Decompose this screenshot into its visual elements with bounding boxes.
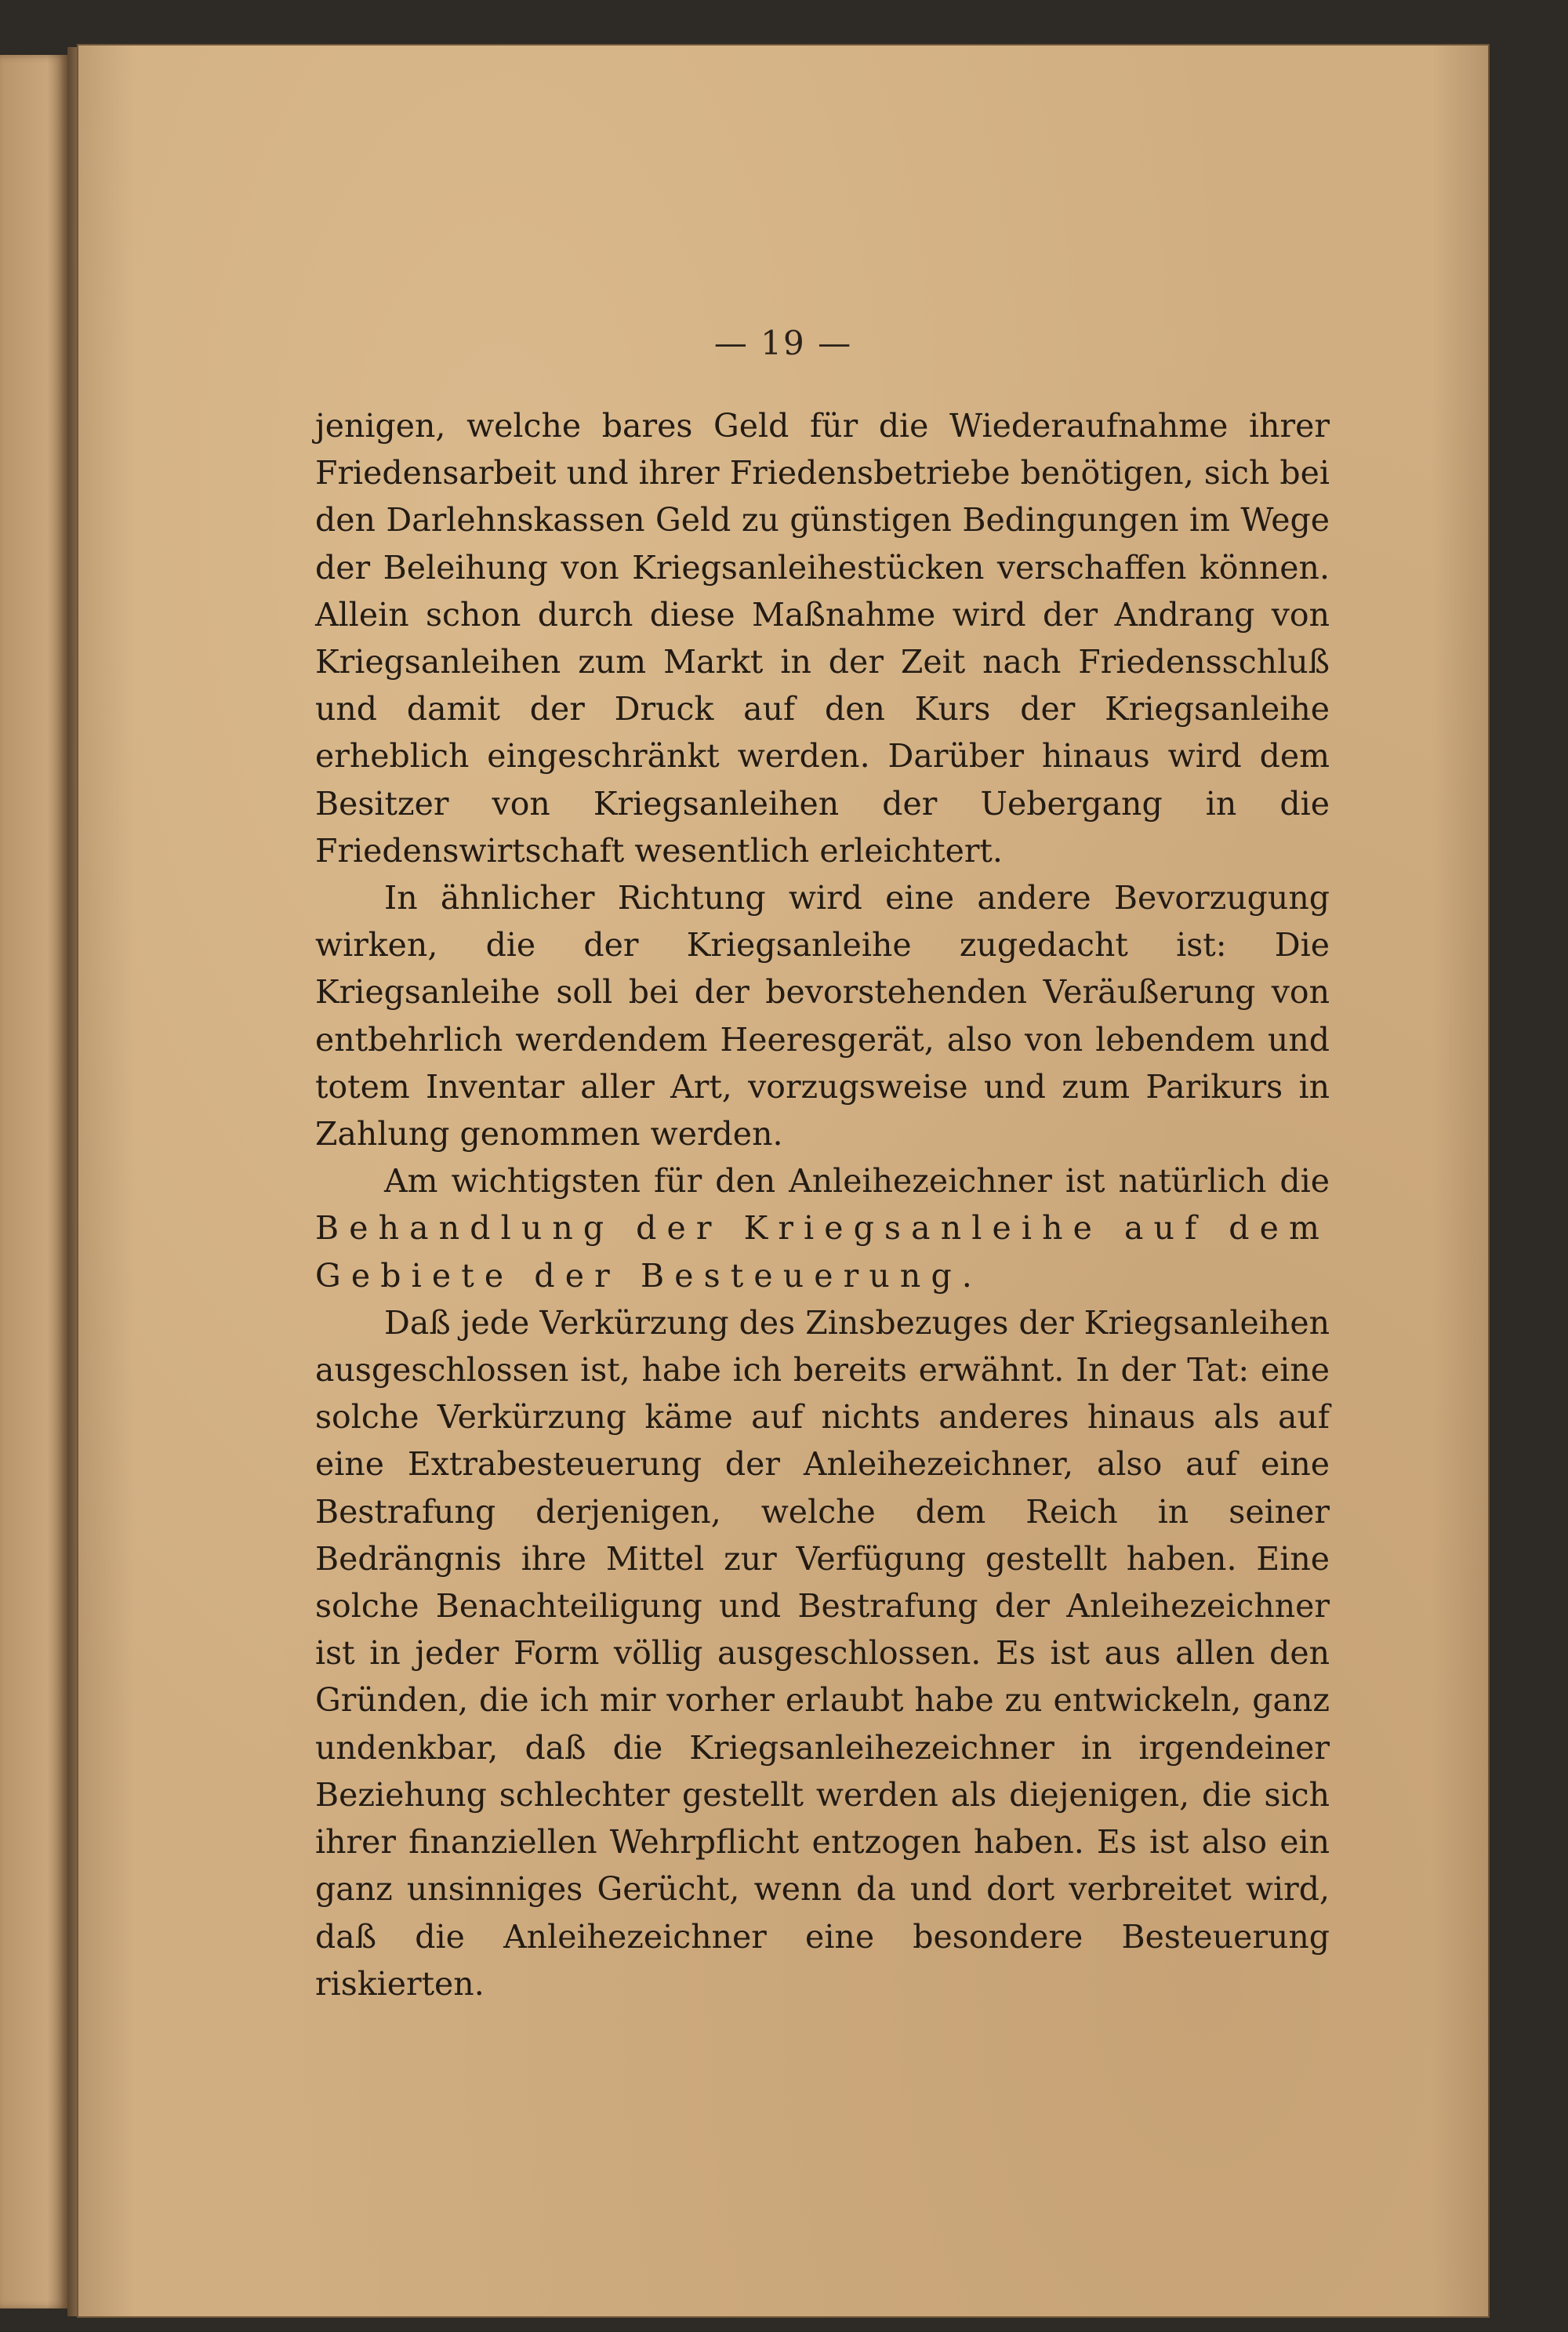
paragraph-2: In ähnlicher Richtung wird eine andere Bevorzugung wirken, die der Kriegsanleihe zugedacht ist: Die Kriegsanleihe soll bei der bevorstehenden Veräußerung von entbehrlich werdendem Heeresgerät, also von lebendem und totem Inventar aller Art, vorzugsweise und zum Parikurs in Zahlung genommen werden. xyxy=(315,879,1330,1153)
previous-page-edge xyxy=(0,55,67,2308)
paragraph-3-emphasis: Behandlung der Kriegsanleihe auf dem Gebiete der Besteuerung. xyxy=(315,1209,1330,1295)
page-number: — 19 — xyxy=(713,324,853,362)
paragraph-3 xyxy=(315,1157,1330,1299)
body-text xyxy=(315,402,1330,2007)
paragraph-3-lead: Am wichtigsten für den Anleihezeichner ist natürlich die xyxy=(384,1162,1330,1201)
paragraph-1: jenigen, welche bares Geld für die Wiederaufnahme ihrer Friedensarbeit und ihrer Friedensbetriebe benötigen, sich bei den Darlehnskassen Geld zu günstigen Bedingungen im Wege der Beleihung von Kriegsanleihestücken verschaffen können. Allein schon durch diese Maßnahme wird der Andrang von Kriegsanleihen zum Markt in der Zeit nach Friedensschluß und damit der Druck auf den Kurs der Kriegsanleihe erheblich eingeschränkt werden. Darüber hinaus wird dem Besitzer von Kriegsanleihen der Uebergang in die Friedenswirtschaft wesentlich erleichtert. xyxy=(315,407,1330,870)
paragraph-4: Daß jede Verkürzung des Zinsbezuges der Kriegsanleihen ausgeschlossen ist, habe ich bereits erwähnt. In der Tat: eine solche Verkürzung käme auf nichts anderes hinaus als auf eine Extrabesteuerung der Anleihezeichner, also auf eine Bestrafung derjenigen, welche dem Reich in seiner Bedrängnis ihre Mittel zur Verfügung gestellt haben. Eine solche Benachteiligung und Bestrafung der Anleihezeichner ist in jeder Form völlig ausgeschlossen. Es ist aus allen den Gründen, die ich mir vorher erlaubt habe zu entwickeln, ganz undenkbar, daß die Kriegsanleihezeichner in irgendeiner Beziehung schlechter gestellt werden als diejenigen, die sich ihrer finanziellen Wehrpflicht entzogen haben. Es ist also ein ganz unsinniges Gerücht, wenn da und dort verbreitet wird, daß die Anleihezeichner eine besondere Besteuerung riskierten. xyxy=(315,1303,1330,2003)
book-page xyxy=(78,45,1488,2316)
